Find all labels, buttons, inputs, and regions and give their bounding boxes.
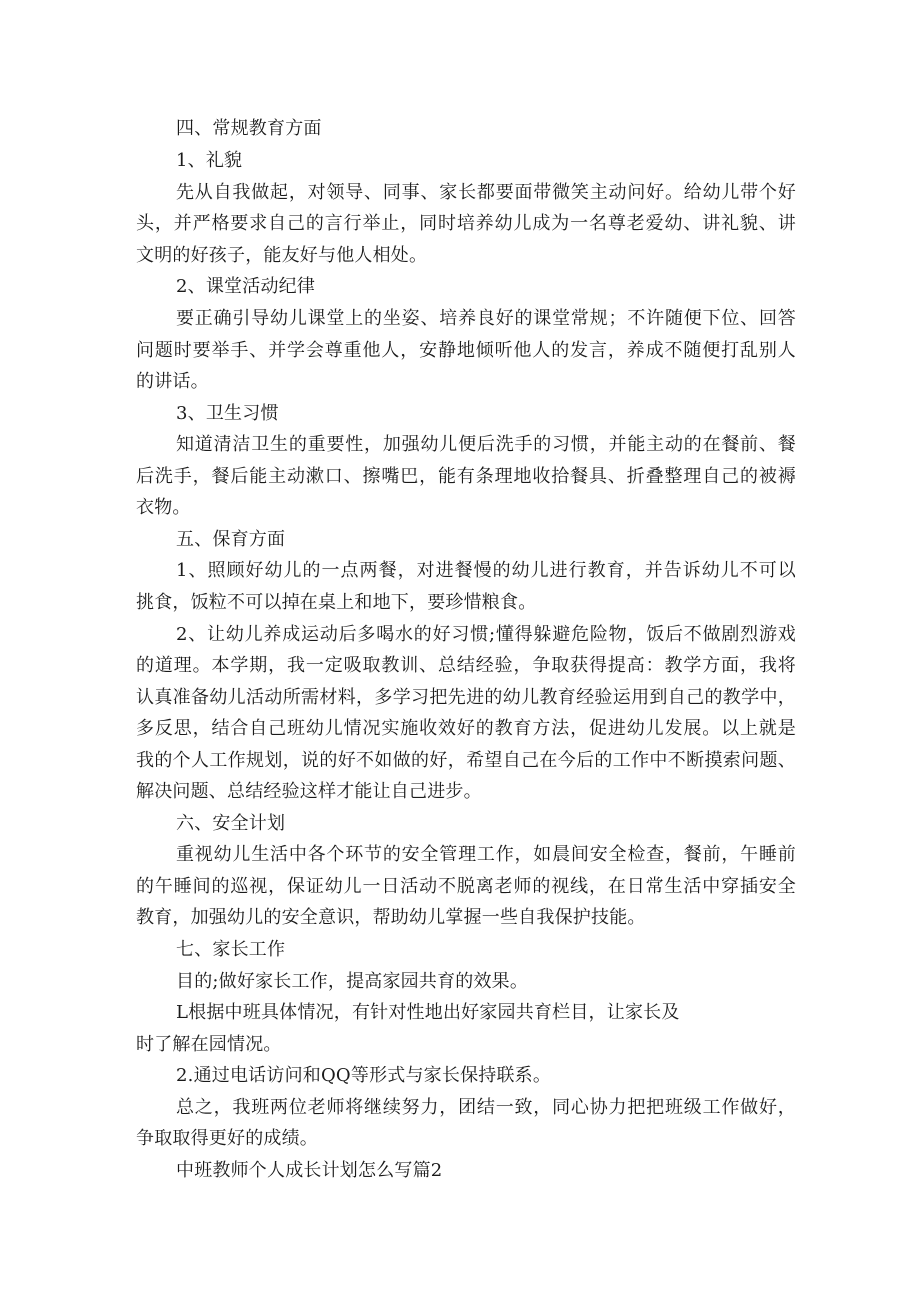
paragraph-line: 知道清洁卫生的重要性，加强幼儿便后洗手的习惯，并能主动的在餐前、餐 bbox=[176, 434, 796, 455]
subsection-heading: 1、礼貌 bbox=[176, 150, 243, 171]
paragraph-line: 争取取得更好的成绩。 bbox=[136, 1128, 318, 1149]
paragraph-line: 我的个人工作规划，说的好不如做的好，希望自己在今后的工作中不断摸索问题、 bbox=[136, 750, 796, 771]
paragraph-line: 的午睡间的巡视，保证幼儿一日活动不脱离老师的视线，在日常生活中穿插安全 bbox=[136, 876, 796, 897]
section-heading: 七、家长工作 bbox=[176, 939, 286, 960]
paragraph-line: 先从自我做起，对领导、同事、家长都要面带微笑主动问好。给幼儿带个好 bbox=[176, 182, 796, 203]
paragraph-line: 2、让幼儿养成运动后多喝水的好习惯;懂得躲避危险物，饭后不做剧烈游戏 bbox=[176, 624, 796, 645]
paragraph-line: 的讲话。 bbox=[136, 371, 209, 392]
paragraph-line: 文明的好孩子，能友好与他人相处。 bbox=[136, 245, 428, 266]
paragraph-line: 时了解在园情况。 bbox=[136, 1034, 282, 1055]
paragraph-line: 问题时要举手、并学会尊重他人，安静地倾听他人的发言，养成不随便打乱别人 bbox=[136, 340, 796, 361]
section-heading: 五、保育方面 bbox=[176, 529, 286, 550]
paragraph-line: 解决问题、总结经验这样才能让自己进步。 bbox=[136, 781, 482, 802]
paragraph-line: 后洗手，餐后能主动漱口、擦嘴巴，能有条理地收拾餐具、折叠整理自己的被褥 bbox=[136, 466, 796, 487]
paragraph-line: 1、照顾好幼儿的一点两餐，对进餐慢的幼儿进行教育，并告诉幼儿不可以 bbox=[176, 560, 796, 581]
paragraph-line: 重视幼儿生活中各个环节的安全管理工作，如晨间安全检查，餐前，午睡前 bbox=[176, 844, 796, 865]
section-heading: 四、常规教育方面 bbox=[176, 118, 322, 139]
paragraph-line: 认真准备幼儿活动所需材料，多学习把先进的幼儿教育经验运用到自己的教学中， bbox=[136, 687, 796, 708]
paragraph-line: 头，并严格要求自己的言行举止，同时培养幼儿成为一名尊老爱幼、讲礼貌、讲 bbox=[136, 213, 796, 234]
paragraph-line: 衣物。 bbox=[136, 497, 191, 518]
subsection-heading: 2、课堂活动纪律 bbox=[176, 276, 316, 297]
paragraph-line: 总之，我班两位老师将继续努力，团结一致，同心协力把把班级工作做好， bbox=[176, 1097, 796, 1118]
paragraph-line: 要正确引导幼儿课堂上的坐姿、培养良好的课堂常规；不许随便下位、回答 bbox=[176, 308, 796, 329]
subsection-heading: 3、卫生习惯 bbox=[176, 403, 279, 424]
paragraph-line: 挑食，饭粒不可以掉在桌上和地下，要珍惜粮食。 bbox=[136, 592, 537, 613]
next-article-title: 中班教师个人成长计划怎么写篇2 bbox=[176, 1160, 443, 1181]
paragraph-line: 目的;做好家长工作，提高家园共育的效果。 bbox=[176, 971, 529, 992]
paragraph-line: 教育，加强幼儿的安全意识，帮助幼儿掌握一些自我保护技能。 bbox=[136, 907, 646, 928]
paragraph-line: 2.通过电话访问和QQ等形式与家长保持联系。 bbox=[176, 1065, 552, 1086]
paragraph-line: 多反思，结合自己班幼儿情况实施收效好的教育方法，促进幼儿发展。以上就是 bbox=[136, 718, 796, 739]
section-heading: 六、安全计划 bbox=[176, 813, 286, 834]
paragraph-line: 的道理。本学期，我一定吸取教训、总结经验，争取获得提高：教学方面，我将 bbox=[136, 655, 796, 676]
paragraph-line: L根据中班具体情况，有针对性地出好家园共育栏目，让家长及 bbox=[176, 1002, 680, 1023]
